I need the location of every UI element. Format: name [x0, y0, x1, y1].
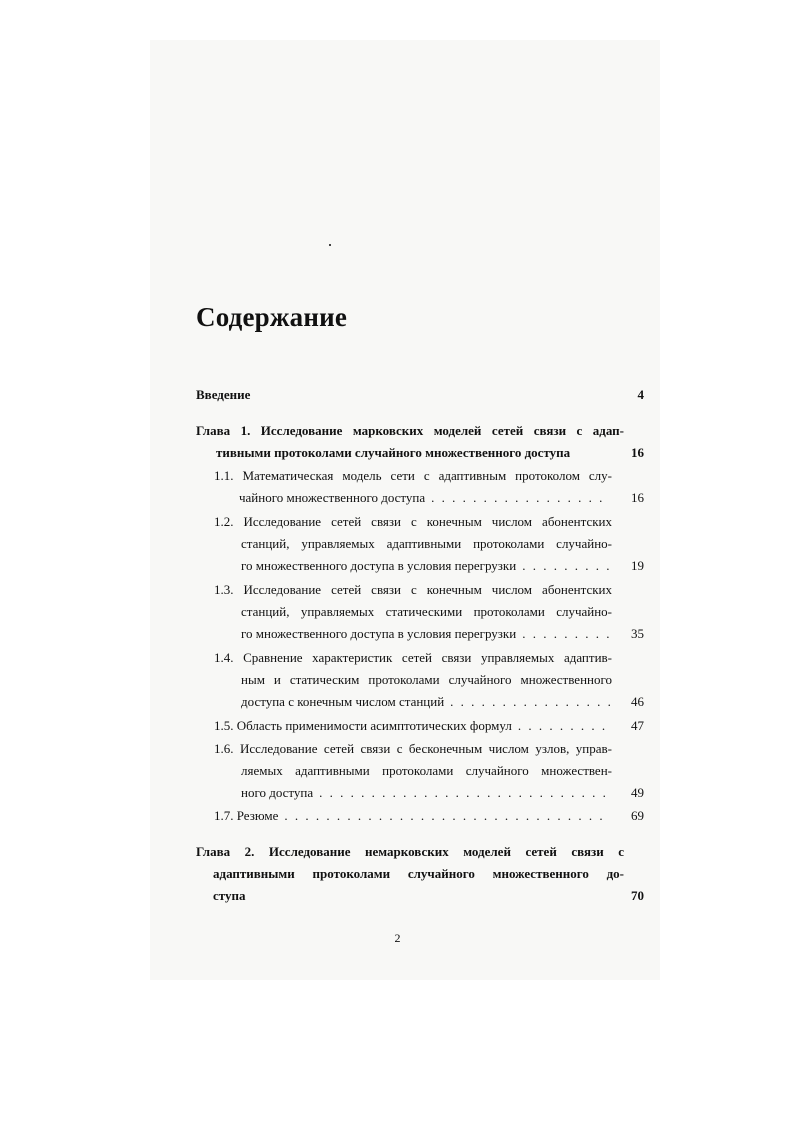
- toc-entry-line: 1.4. Сравнение характеристик сетей связи управляемых адаптив-: [214, 650, 612, 665]
- toc-section-1-7[interactable]: [214, 808, 644, 828]
- toc-entry-line: 1.5. Область применимости асимптотических формул: [214, 718, 512, 733]
- toc-entry-line: станций, управляемых адаптивными протоколами случайно-: [241, 536, 612, 551]
- toc-entry-line: 1.6. Исследование сетей связи с бесконечным числом узлов, управ-: [214, 741, 612, 756]
- toc-entry-page: 16: [631, 445, 644, 460]
- toc-entry-line: го множественного доступа в условия перегрузки: [241, 558, 517, 573]
- toc-chapter-2[interactable]: [196, 844, 644, 908]
- toc-section-1-5[interactable]: [214, 718, 644, 738]
- toc-entry-line: тивными протоколами случайного множественного доступа: [216, 445, 571, 460]
- toc-entry-page: 70: [631, 888, 644, 903]
- dot-leader: [518, 718, 610, 731]
- toc-entry-line: станций, управляемых статическими протоколами случайно-: [241, 604, 612, 619]
- toc-entry-line: 1.7. Резюме: [214, 808, 279, 823]
- toc-section-1-6[interactable]: [214, 741, 644, 805]
- toc-entry-label: Введение: [196, 387, 251, 402]
- toc-section-1-1[interactable]: [214, 468, 644, 510]
- toc-entry-line: Глава 1. Исследование марковских моделей сетей связи с адап-: [196, 423, 624, 438]
- toc-entry-line: 1.2. Исследование сетей связи с конечным числом абонентских: [214, 514, 612, 529]
- toc-entry-page: 69: [631, 808, 644, 823]
- toc-entry-page: 4: [637, 387, 644, 402]
- dot-leader: [522, 558, 610, 571]
- toc-section-1-2[interactable]: [214, 514, 644, 578]
- dot-leader: [450, 694, 610, 707]
- toc-entry-page: 47: [631, 718, 644, 733]
- toc-entry-page: 35: [631, 626, 644, 641]
- toc-entry-line: го множественного доступа в условия перегрузки: [241, 626, 517, 641]
- toc-entry-line: ляемых адаптивными протоколами случайного множествен-: [241, 763, 612, 778]
- scan-speck: [329, 244, 331, 246]
- toc-entry-line: ступа: [213, 888, 246, 903]
- toc-entry-intro[interactable]: [196, 387, 644, 405]
- toc-entry-line: 1.1. Математическая модель сети с адаптивным протоколом слу-: [214, 468, 612, 483]
- dot-leader: [319, 785, 610, 798]
- page-title: Содержание: [196, 302, 348, 332]
- toc-entry-page: 19: [631, 558, 644, 573]
- toc-entry-line: Глава 2. Исследование немарковских моделей сетей связи с: [196, 844, 624, 859]
- page-number: 2: [394, 931, 401, 945]
- toc-entry-line: доступа с конечным числом станций: [241, 694, 445, 709]
- dot-leader: [284, 808, 610, 821]
- dot-leader: [431, 490, 610, 503]
- toc-chapter-1[interactable]: [196, 423, 644, 465]
- toc-section-1-4[interactable]: [214, 650, 644, 714]
- toc-entry-page: 16: [631, 490, 644, 505]
- toc-entry-page: 49: [631, 785, 644, 800]
- toc-entry-page: 46: [631, 694, 644, 709]
- page-sheet: [150, 40, 660, 980]
- toc-entry-line: адаптивными протоколами случайного множественного до-: [213, 866, 624, 881]
- toc-entry-line: ного доступа: [241, 785, 314, 800]
- dot-leader: [522, 626, 610, 639]
- toc-entry-line: ным и статическим протоколами случайного множественного: [241, 672, 612, 687]
- toc-entry-line: чайного множественного доступа: [239, 490, 426, 505]
- toc-entry-line: 1.3. Исследование сетей связи с конечным числом абонентских: [214, 582, 612, 597]
- toc-section-1-3[interactable]: [214, 582, 644, 646]
